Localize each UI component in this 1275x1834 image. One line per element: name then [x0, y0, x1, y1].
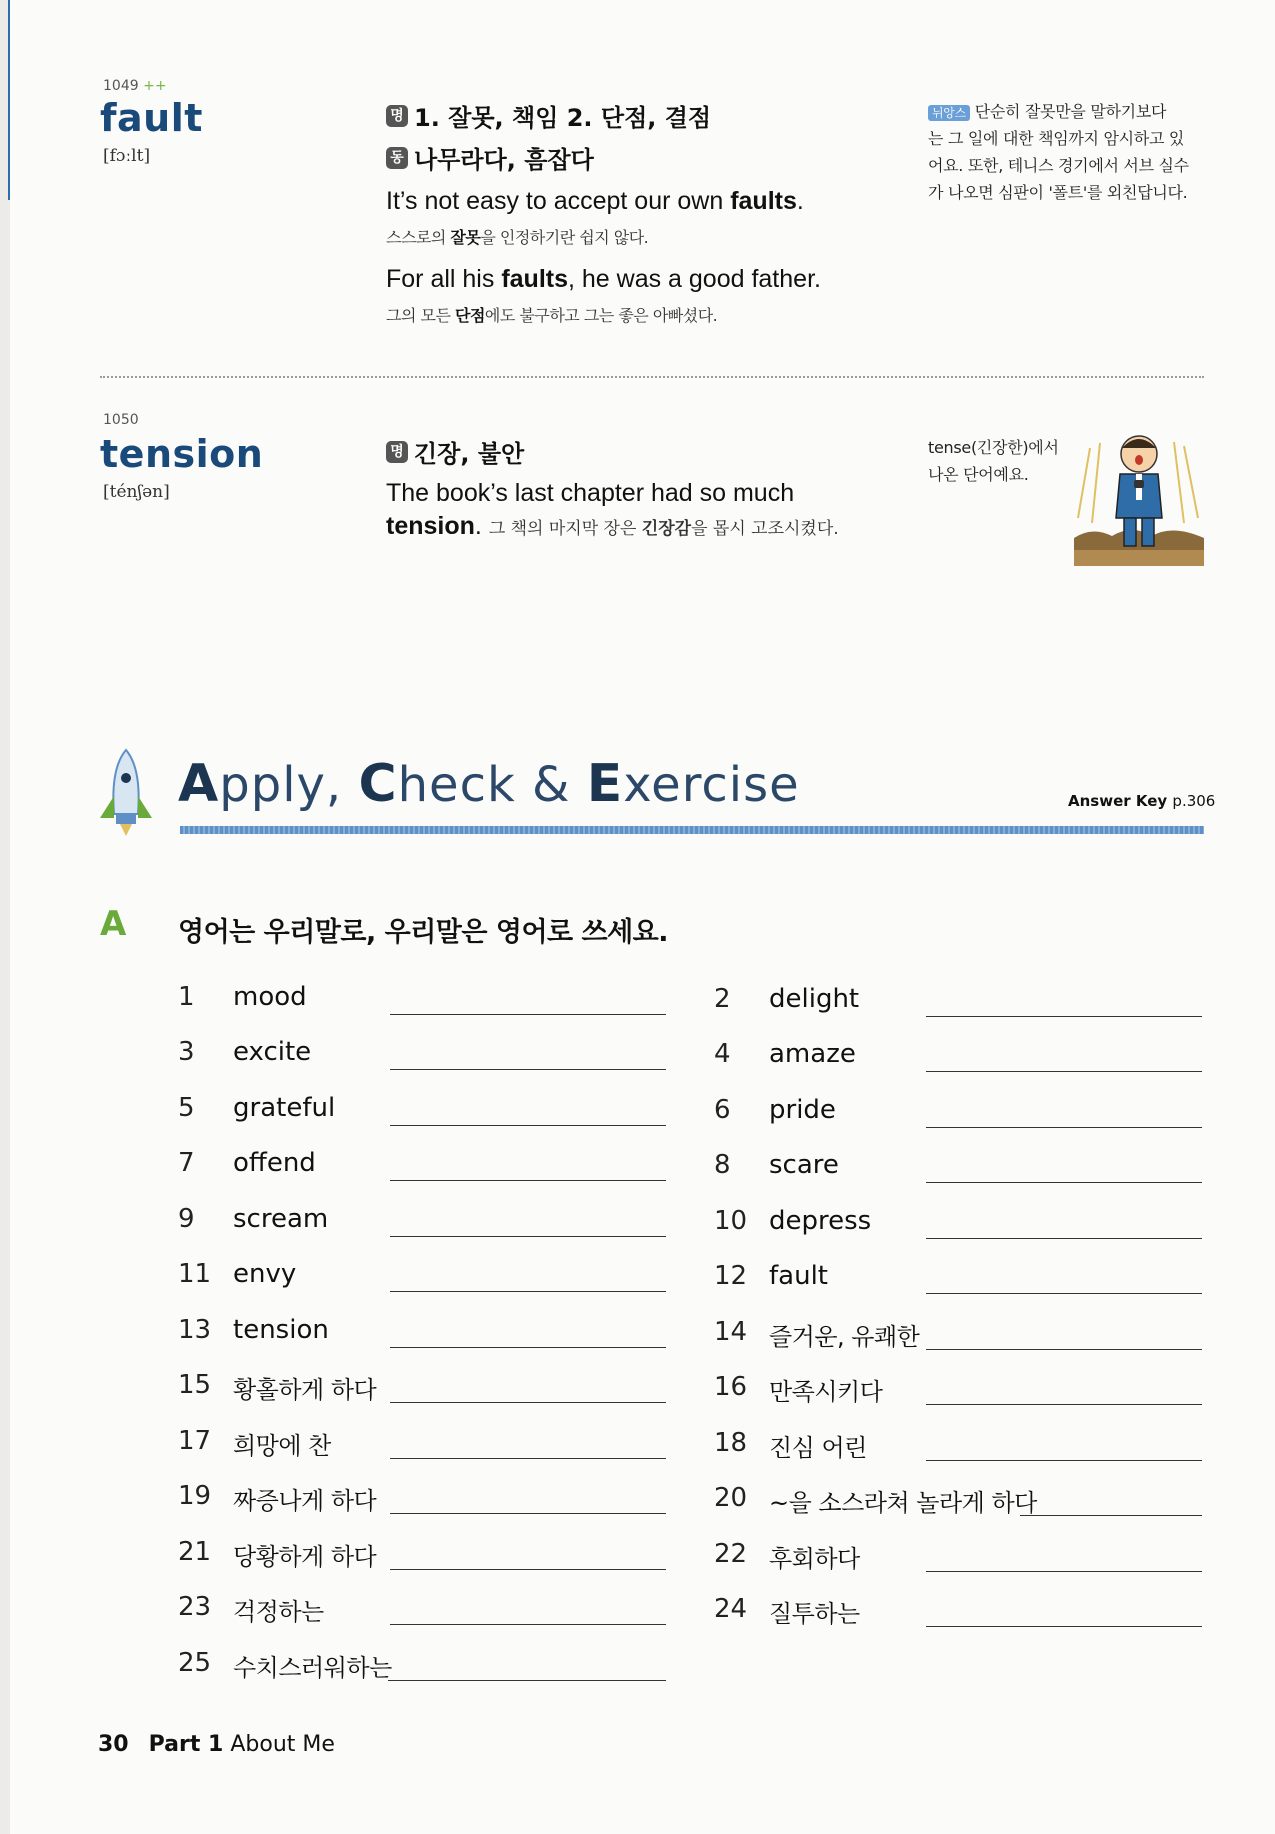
item-number: 5 [178, 1093, 195, 1123]
item-number: 11 [178, 1259, 212, 1289]
note-line: tense(긴장한)에서 [928, 438, 1059, 457]
item-word: 당황하게 하다 [233, 1543, 377, 1571]
item-word: offend [233, 1148, 316, 1178]
answer-line[interactable] [926, 1071, 1202, 1072]
example-korean-1 [386, 225, 648, 248]
item-number: 25 [178, 1648, 212, 1678]
exercise-item-1 [178, 976, 668, 1016]
answer-line[interactable] [926, 1238, 1202, 1239]
exercise-item-25 [178, 1642, 668, 1682]
item-number: 6 [714, 1095, 731, 1125]
exercise-item-13 [178, 1309, 668, 1349]
answer-line[interactable] [926, 1016, 1202, 1017]
exercise-item-4 [714, 1033, 1204, 1073]
answer-line[interactable] [390, 1513, 666, 1514]
exercise-item-6 [714, 1089, 1204, 1129]
note-line: 나온 단어예요. [928, 465, 1029, 484]
item-number: 18 [714, 1428, 748, 1458]
answer-line[interactable] [390, 1125, 666, 1126]
exercise-item-19 [178, 1475, 668, 1515]
title-text: xercise [623, 757, 800, 813]
sense-1 [386, 434, 524, 469]
headword-tension: tension [100, 432, 264, 476]
item-word: 짜증나게 하다 [233, 1487, 377, 1515]
exercise-item-21 [178, 1531, 668, 1571]
translation-keyword: 잘못 [450, 228, 481, 247]
item-number: 3 [178, 1037, 195, 1067]
exercise-item-10 [714, 1200, 1204, 1240]
item-number: 10 [714, 1206, 748, 1236]
item-word: 수치스러워하는 [233, 1654, 392, 1682]
answer-line[interactable] [390, 1624, 666, 1625]
part-label: Part 1 [148, 1732, 224, 1757]
entry-number-value: 1049 [103, 78, 139, 94]
item-word: 황홀하게 하다 [233, 1376, 377, 1404]
exercise-item-16 [714, 1366, 1204, 1406]
part-of-speech-verb-icon: 동 [386, 147, 408, 169]
example-keyword: tension [386, 512, 475, 540]
item-word: 후회하다 [769, 1545, 860, 1573]
item-word: delight [769, 984, 860, 1014]
item-word: 질투하는 [769, 1600, 860, 1628]
answer-line[interactable] [390, 1458, 666, 1459]
exercise-item-5 [178, 1087, 668, 1127]
pronunciation-fault: [fɔːlt] [103, 146, 151, 166]
section-title-bar [180, 826, 1204, 834]
item-number: 19 [178, 1481, 212, 1511]
answer-line[interactable] [926, 1349, 1202, 1350]
entry-number [103, 78, 167, 94]
translation-text: 스스로의 [386, 228, 451, 247]
exercise-item-11 [178, 1253, 668, 1293]
pronunciation-tension: [ténʃən] [103, 482, 170, 502]
exercise-item-12 [714, 1255, 1204, 1295]
exercise-item-15 [178, 1364, 668, 1404]
item-number: 8 [714, 1150, 731, 1180]
item-word: excite [233, 1037, 312, 1067]
nuance-tag: 뉘앙스 [928, 105, 970, 121]
title-initial: A [178, 754, 220, 814]
answer-line[interactable] [390, 1014, 666, 1015]
headword-fault: fault [100, 96, 203, 140]
answer-key-reference [1068, 792, 1215, 810]
answer-line[interactable] [390, 1291, 666, 1292]
item-number: 4 [714, 1039, 731, 1069]
answer-key-page: p.306 [1172, 792, 1216, 810]
answer-key-label: Answer Key [1068, 792, 1168, 810]
entry-divider [100, 376, 1204, 378]
item-number: 12 [714, 1261, 748, 1291]
title-initial: C [358, 754, 398, 814]
title-text: heck & [397, 757, 587, 813]
item-number: 15 [178, 1370, 212, 1400]
exercise-item-18 [714, 1422, 1204, 1462]
answer-line[interactable] [926, 1293, 1202, 1294]
section-title [178, 754, 800, 814]
item-word: envy [233, 1259, 297, 1289]
item-number: 22 [714, 1539, 748, 1569]
exercise-item-23 [178, 1586, 668, 1626]
translation-keyword: 긴장감 [641, 519, 692, 539]
item-number: 16 [714, 1372, 748, 1402]
example-english-cont [386, 512, 839, 541]
example-text: . [474, 512, 482, 540]
example-english: The book’s last chapter had so much [386, 479, 795, 507]
example-text: . [796, 187, 804, 215]
note-line: 단순히 잘못만을 말하기보다 [974, 102, 1167, 121]
item-number: 7 [178, 1148, 195, 1178]
translation-keyword: 단점 [455, 306, 485, 325]
example-text: For all his [386, 265, 502, 293]
translation-text: 을 인정하기란 쉽지 않다. [480, 228, 649, 247]
item-word: scream [233, 1204, 329, 1234]
item-word: 희망에 찬 [233, 1432, 331, 1460]
example-korean-2 [386, 303, 717, 326]
item-word: tension [233, 1315, 329, 1345]
sense-meaning: 나무라다, 흠잡다 [414, 146, 594, 174]
item-word: depress [769, 1206, 872, 1236]
item-number: 24 [714, 1594, 748, 1624]
sense-meaning: 1. 잘못, 책임 2. 단점, 결점 [414, 104, 712, 132]
example-keyword: faults [730, 187, 797, 215]
translation-text: 그의 모든 [386, 306, 455, 325]
exercise-item-22 [714, 1533, 1204, 1573]
example-text: It’s not easy to accept our own [386, 187, 731, 215]
nuance-note [928, 98, 1213, 206]
item-number: 23 [178, 1592, 212, 1622]
exercise-item-14 [714, 1311, 1204, 1351]
answer-line[interactable] [388, 1680, 666, 1681]
exercise-item-8 [714, 1144, 1204, 1184]
example-english-1 [386, 187, 804, 216]
title-initial: E [586, 754, 624, 814]
part-instruction: 영어는 우리말로, 우리말은 영어로 쓰세요. [178, 917, 669, 948]
item-word: 걱정하는 [233, 1598, 324, 1626]
example-english-2 [386, 265, 821, 294]
translation-text: 그 책의 마지막 장은 [488, 519, 642, 539]
example-korean [489, 519, 839, 539]
item-number: 21 [178, 1537, 212, 1567]
exercise-item-9 [178, 1198, 668, 1238]
item-number: 14 [714, 1317, 748, 1347]
item-word: pride [769, 1095, 836, 1125]
item-number: 13 [178, 1315, 212, 1345]
translation-text: 을 몹시 고조시켰다. [691, 519, 839, 539]
answer-line[interactable] [390, 1180, 666, 1181]
spine-accent-line [8, 0, 10, 200]
page-spine [0, 0, 10, 1834]
example-text: , he was a good father. [568, 265, 821, 293]
exercise-item-2 [714, 978, 1204, 1018]
part-letter: A [100, 904, 127, 944]
item-word: mood [233, 982, 307, 1012]
sense-1 [386, 98, 711, 133]
note-line: 는 그 일에 대한 책임까지 암시하고 있 [928, 129, 1185, 148]
answer-line[interactable] [390, 1347, 666, 1348]
answer-line[interactable] [390, 1402, 666, 1403]
example-keyword: faults [501, 265, 568, 293]
part-of-speech-noun-icon: 명 [386, 441, 408, 463]
answer-line[interactable] [926, 1460, 1202, 1461]
item-number: 2 [714, 984, 731, 1014]
answer-line[interactable] [390, 1236, 666, 1237]
exercise-item-3 [178, 1031, 668, 1071]
answer-line[interactable] [926, 1404, 1202, 1405]
sense-2 [386, 140, 594, 175]
item-word: grateful [233, 1093, 336, 1123]
note-line: 가 나오면 심판이 '폴트'를 외친답니다. [928, 183, 1188, 202]
title-text: pply, [219, 757, 359, 813]
rocket-icon [96, 748, 156, 836]
item-number: 1 [178, 982, 195, 1012]
part-title: About Me [230, 1732, 335, 1757]
answer-line[interactable] [926, 1127, 1202, 1128]
exercise-item-20 [714, 1477, 1204, 1517]
sense-meaning: 긴장, 불안 [414, 440, 525, 468]
exercise-item-17 [178, 1420, 668, 1460]
frequency-stars: ++ [143, 78, 167, 94]
part-of-speech-noun-icon: 명 [386, 105, 408, 127]
item-word: scare [769, 1150, 839, 1180]
item-number: 20 [714, 1483, 748, 1513]
answer-line[interactable] [926, 1626, 1202, 1627]
item-number: 17 [178, 1426, 212, 1456]
item-word: 진심 어린 [769, 1434, 867, 1462]
item-word: 만족시키다 [769, 1378, 883, 1406]
note-line: 어요. 또한, 테니스 경기에서 서브 실수 [928, 156, 1189, 175]
exercise-item-24 [714, 1588, 1204, 1628]
answer-line[interactable] [390, 1069, 666, 1070]
item-word: fault [769, 1261, 828, 1291]
answer-line[interactable] [926, 1571, 1202, 1572]
item-word: ~을 소스라쳐 놀라게 하다 [769, 1489, 1037, 1517]
entry-number: 1050 [103, 412, 139, 428]
answer-line[interactable] [390, 1569, 666, 1570]
item-word: amaze [769, 1039, 856, 1069]
singer-on-stage-illustration [1072, 428, 1206, 566]
item-number: 9 [178, 1204, 195, 1234]
answer-line[interactable] [926, 1182, 1202, 1183]
page-number: 30 [98, 1732, 129, 1757]
answer-line[interactable] [1020, 1515, 1202, 1516]
item-word: 즐거운, 유쾌한 [769, 1323, 920, 1351]
page-footer [98, 1732, 335, 1757]
origin-note [928, 434, 1088, 488]
translation-text: 에도 불구하고 그는 좋은 아빠셨다. [484, 306, 718, 325]
exercise-item-7 [178, 1142, 668, 1182]
